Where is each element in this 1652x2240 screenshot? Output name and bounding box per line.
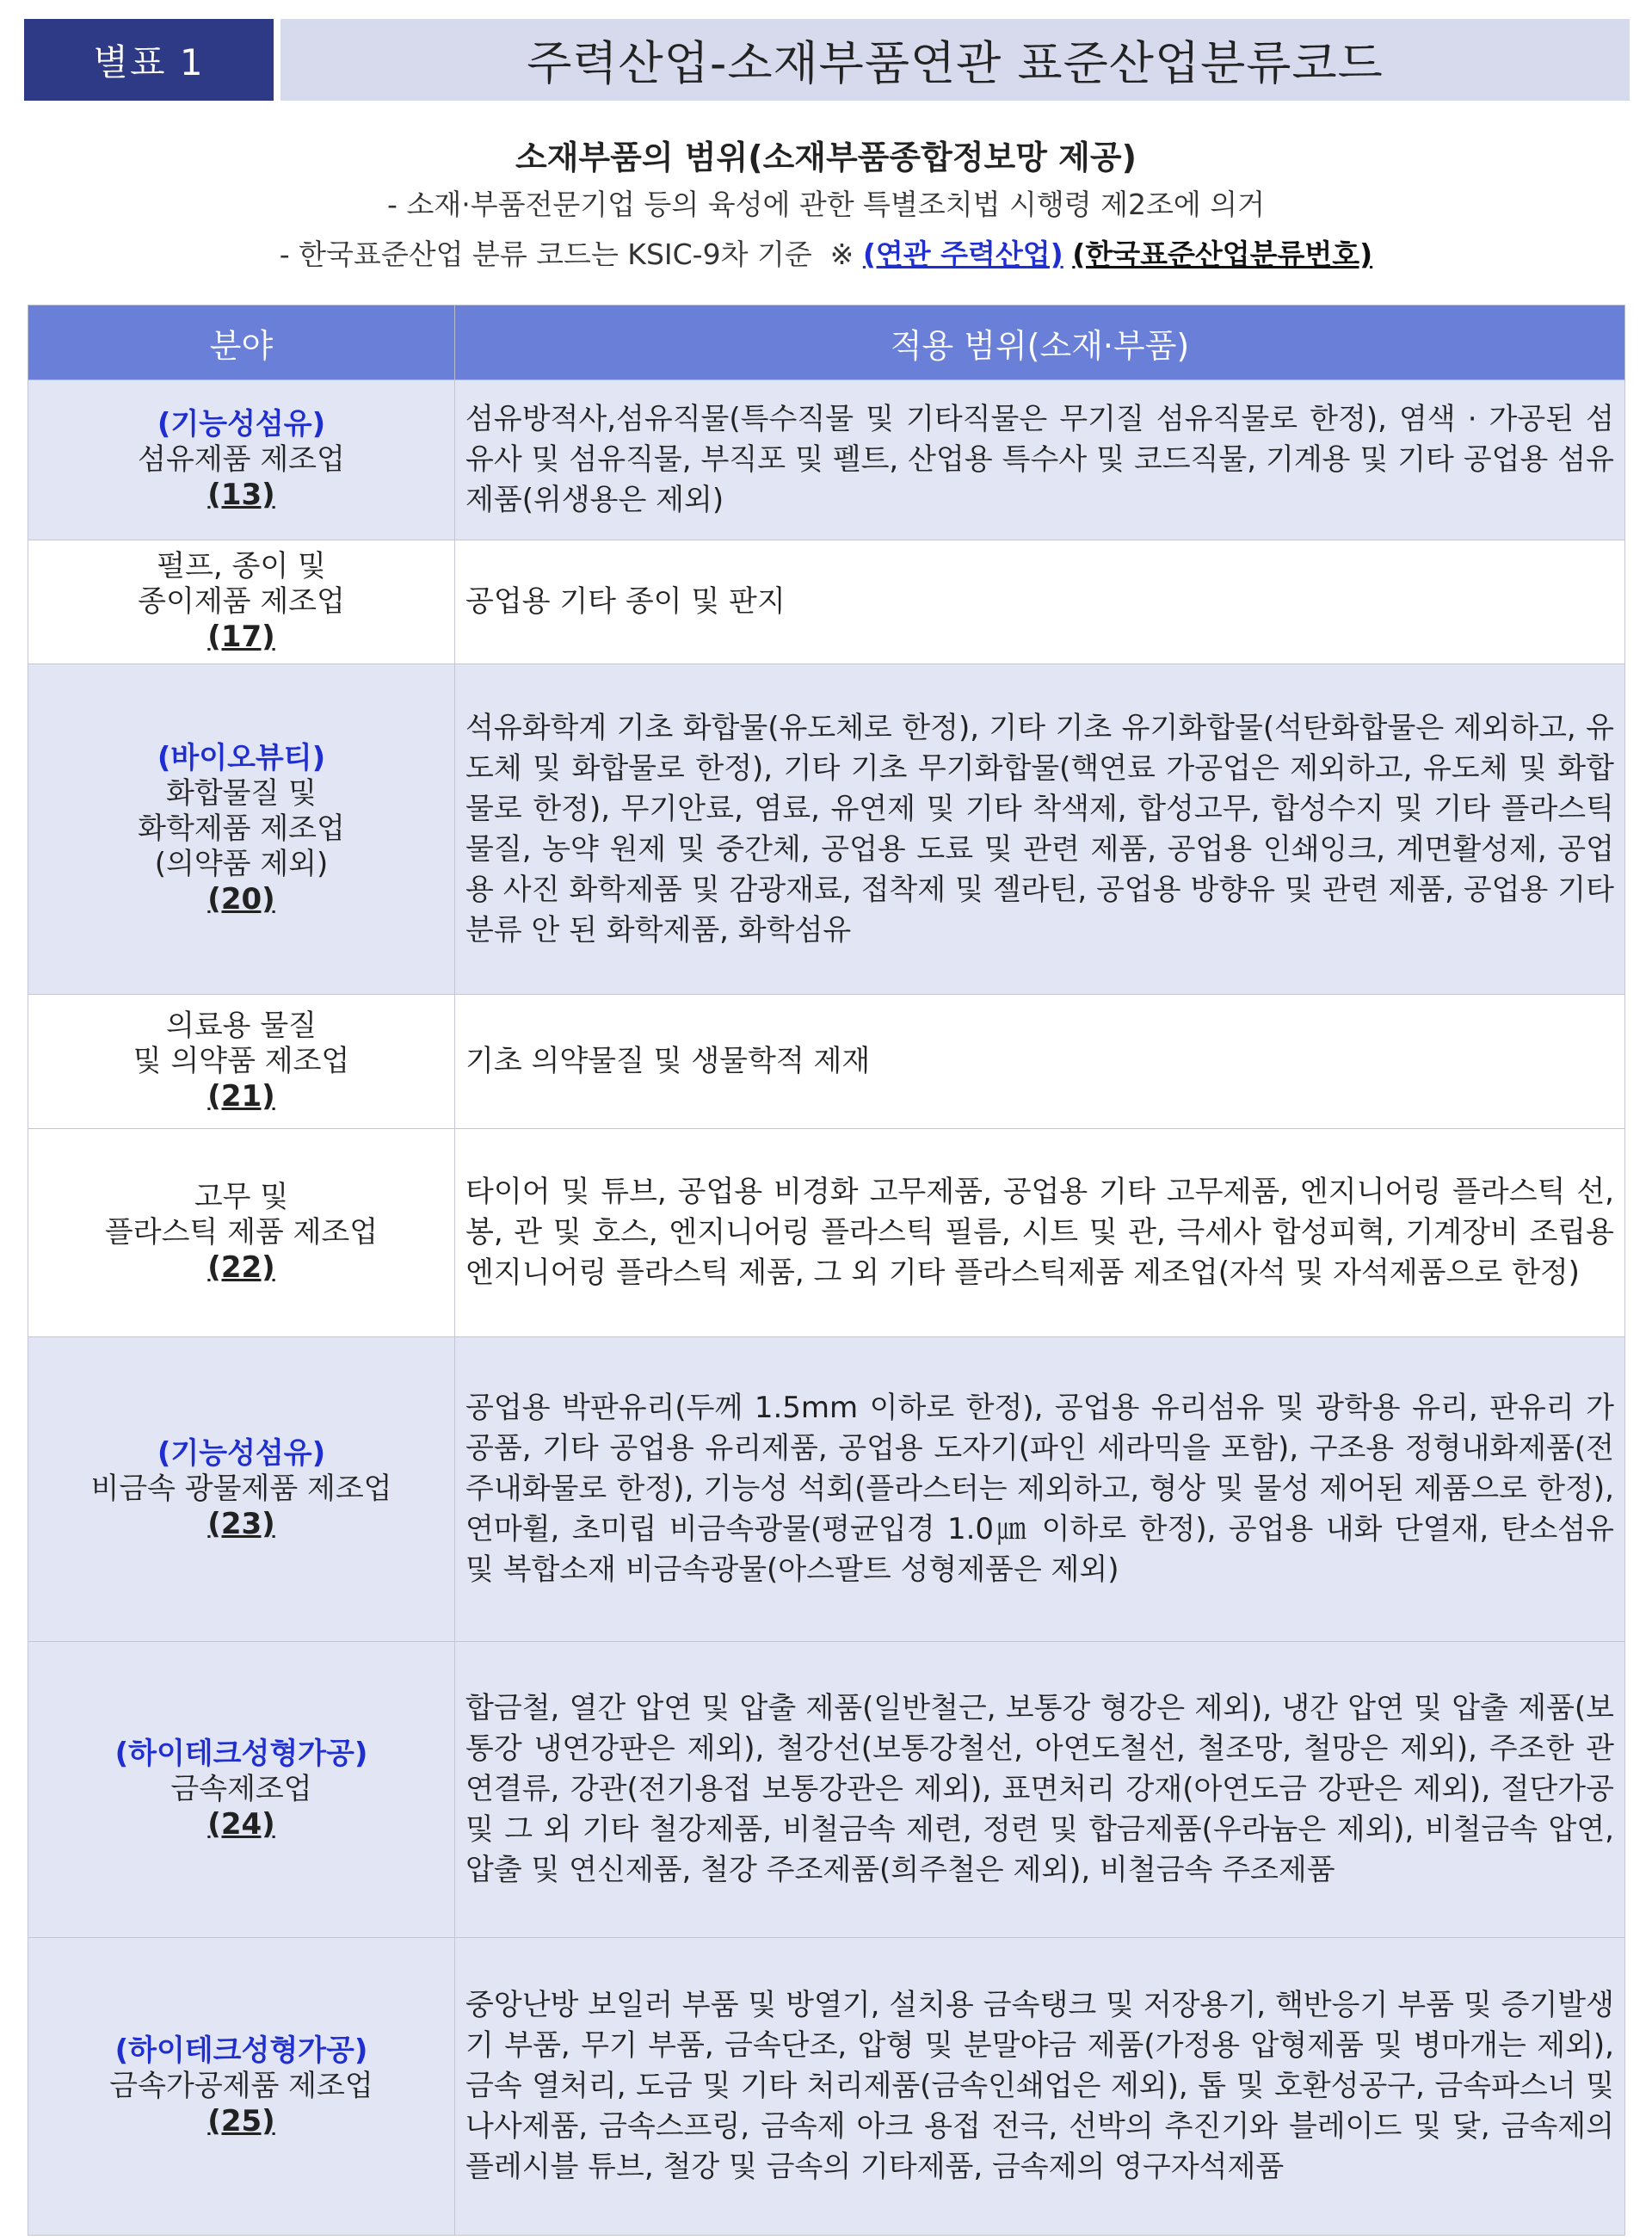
- table-header-row: [28, 305, 1625, 380]
- table-row: [28, 995, 1625, 1129]
- field-cell: [28, 1337, 455, 1642]
- ksic-code: (22): [207, 1250, 275, 1285]
- industry-code-table: [28, 305, 1625, 2236]
- related-industry-label: (기능성섬유): [157, 1436, 326, 1471]
- scope-cell: 기초 의약물질 및 생물학적 제재: [455, 995, 1625, 1129]
- section-subtitle: 소재부품의 범위(소재부품종합정보망 제공): [515, 139, 1137, 176]
- industry-name-line: (의약품 제외): [154, 847, 329, 881]
- industry-name-line: 화합물질 및: [165, 776, 317, 811]
- table-row: [28, 540, 1625, 664]
- note-legal-basis: - 소재·부품전문기업 등의 육성에 관한 특별조치법 시행령 제2조에 의거: [387, 188, 1265, 221]
- industry-name-line: 금속제조업: [170, 1772, 312, 1806]
- note-ksic-basis: [0, 232, 1652, 273]
- industry-name-line: 화학제품 제조업: [138, 811, 345, 846]
- field-cell: [28, 664, 455, 995]
- table-row: [28, 1938, 1625, 2236]
- scope-cell: 섬유방적사,섬유직물(특수직물 및 기타직물은 무기질 섬유직물로 한정), 염색 · 가공된 섬유사 및 섬유직물, 부직포 및 펠트, 산업용 특수사 및 코드직물, 기계용 및 기타 공업용 섬유제품(위생용은 제외): [455, 380, 1625, 540]
- ksic-code: (25): [207, 2104, 275, 2138]
- scope-cell: 공업용 박판유리(두께 1.5mm 이하로 한정), 공업용 유리섬유 및 광학용 유리, 판유리 가공품, 기타 공업용 유리제품, 공업용 도자기(파인 세라믹을 포함), 구조용 정형내화제품(전주내화물로 한정), 기능성 석회(플라스터는 제외하고, 형상 및 물성 제어된 제품으로 한정), 연마휠, 초미립 비금속광물(평균입경 1.0㎛ 이하로 한정), 공업용 내화 단열재, 탄소섬유 및 복합소재 비금속광물(아스팔트 성형제품은 제외): [455, 1337, 1625, 1642]
- industry-name-line: 비금속 광물제품 제조업: [90, 1472, 392, 1506]
- industry-name-line: 금속가공제품 제조업: [109, 2069, 373, 2103]
- industry-name-line: 펄프, 종이 및: [157, 549, 326, 583]
- field-cell: [28, 1938, 455, 2236]
- page-title: 주력산업-소재부품연관 표준산업분류코드: [280, 19, 1630, 101]
- related-industry-label: (기능성섬유): [157, 407, 326, 441]
- table-row: [28, 380, 1625, 540]
- industry-name-line: 플라스틱 제품 제조업: [104, 1215, 379, 1250]
- ksic-code: (23): [207, 1507, 275, 1541]
- table-row: [28, 1642, 1625, 1938]
- field-cell: [28, 380, 455, 540]
- scope-cell: 합금철, 열간 압연 및 압출 제품(일반철근, 보통강 형강은 제외), 냉간 압연 및 압출 제품(보통강 냉연강판은 제외), 철강선(보통강철선, 아연도철선, 철조망, 철망은 제외), 주조한 관 연결류, 강관(전기용접 보통강관은 제외), 표면처리 강재(아연도금 강판은 제외), 절단가공 및 그 외 기타 철강제품, 비철금속 제련, 정련 및 합금제품(우라늄은 제외), 비철금속 압연, 압출 및 연신제품, 철강 주조제품(희주철은 제외), 비철금속 주조제품: [455, 1642, 1625, 1938]
- table-row: [28, 664, 1625, 995]
- ksic-code: (20): [207, 882, 275, 916]
- ksic-code: (24): [207, 1807, 275, 1842]
- column-header-field: 분야: [28, 305, 455, 380]
- scope-cell: 석유화학계 기초 화합물(유도체로 한정), 기타 기초 유기화합물(석탄화합물은 제외하고, 유도체 및 화합물로 한정), 기타 기초 무기화합물(핵연료 가공업은 제외하고, 유도체 및 화합물로 한정), 무기안료, 염료, 유연제 및 기타 착색제, 합성고무, 합성수지 및 기타 플라스틱물질, 농약 원제 및 중간체, 공업용 도료 및 관련 제품, 공업용 인쇄잉크, 계면활성제, 공업용 사진 화학제품 및 감광재료, 접착제 및 젤라틴, 공업용 방향유 및 관련 제품, 공업용 기타 분류 안 된 화학제품, 화학섬유: [455, 664, 1625, 995]
- table-row: [28, 1337, 1625, 1642]
- related-industry-label: (하이테크성형가공): [114, 1737, 368, 1771]
- related-industry-label: (바이오뷰티): [157, 741, 326, 775]
- header-bar: [24, 19, 1630, 101]
- ksic-code: (21): [207, 1079, 275, 1114]
- column-header-scope: 적용 범위(소재·부품): [455, 305, 1625, 380]
- industry-name-line: 및 의약품 제조업: [133, 1044, 350, 1078]
- field-cell: [28, 540, 455, 664]
- scope-cell: 중앙난방 보일러 부품 및 방열기, 설치용 금속탱크 및 저장용기, 핵반응기 부품 및 증기발생기 부품, 무기 부품, 금속단조, 압형 및 분말야금 제품(가정용 압형제품 및 병마개는 제외), 금속 열처리, 도금 및 기타 처리제품(금속인쇄업은 제외), 톱 및 호환성공구, 금속파스너 및 나사제품, 금속스프링, 금속제 아크 용접 전극, 선박의 추진기와 블레이드 및 닻, 금속제의 플레시블 튜브, 철강 및 금속의 기타제품, 금속제의 영구자석제품: [455, 1938, 1625, 2236]
- field-cell: [28, 995, 455, 1129]
- industry-name-line: 섬유제품 제조업: [138, 442, 345, 477]
- note-legend-code: (한국표준산업분류번호): [1072, 238, 1373, 271]
- note-legend-industry: (연관 주력산업): [862, 238, 1063, 271]
- ksic-code: (13): [207, 478, 275, 512]
- industry-name-line: 의료용 물질: [165, 1009, 317, 1043]
- industry-name-line: 고무 및: [194, 1180, 289, 1214]
- related-industry-label: (하이테크성형가공): [114, 2033, 368, 2068]
- appendix-tag: 별표 1: [24, 19, 274, 101]
- note-ksic-text: - 한국표준산업 분류 코드는 KSIC-9차 기준 ※: [279, 238, 863, 271]
- field-cell: [28, 1129, 455, 1337]
- industry-name-line: 종이제품 제조업: [138, 584, 345, 619]
- field-cell: [28, 1642, 455, 1938]
- ksic-code: (17): [207, 620, 275, 654]
- scope-cell: 공업용 기타 종이 및 판지: [455, 540, 1625, 664]
- table-row: [28, 1129, 1625, 1337]
- scope-cell: 타이어 및 튜브, 공업용 비경화 고무제품, 공업용 기타 고무제품, 엔지니어링 플라스틱 선, 봉, 관 및 호스, 엔지니어링 플라스틱 필름, 시트 및 관, 극세사 합성피혁, 기계장비 조립용 엔지니어링 플라스틱 제품, 그 외 기타 플라스틱제품 제조업(자석 및 자석제품으로 한정): [455, 1129, 1625, 1337]
